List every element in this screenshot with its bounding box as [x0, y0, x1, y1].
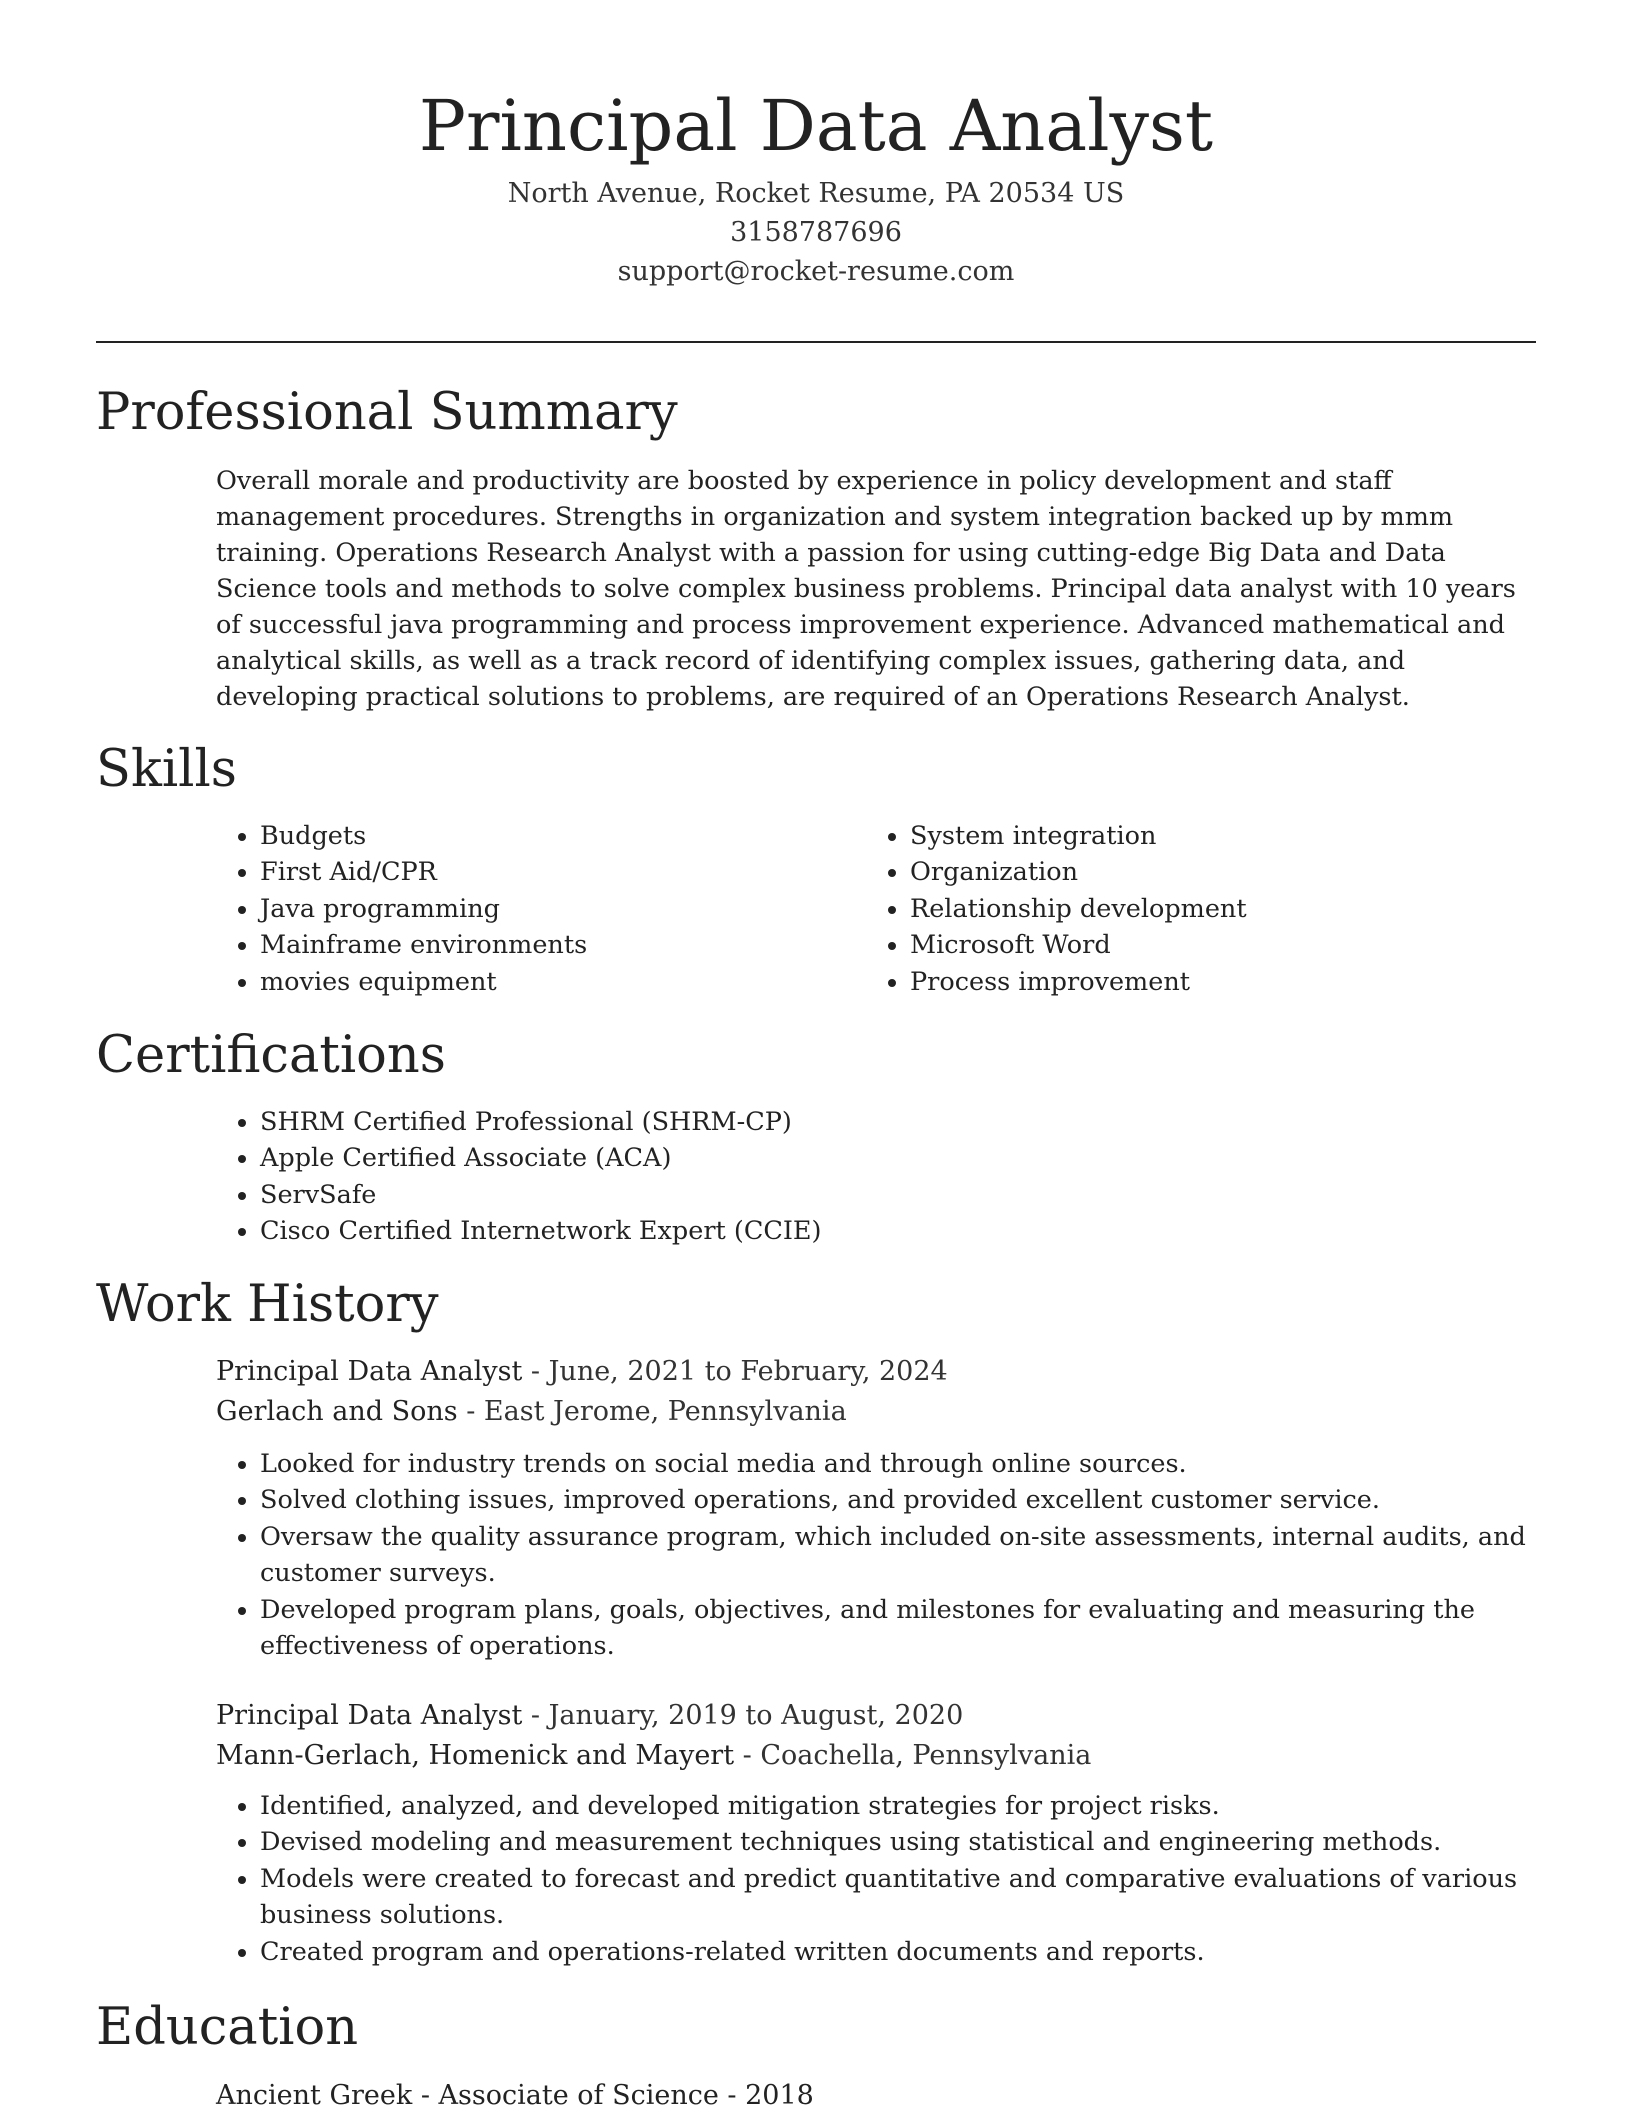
- skill-item: • Relationship development: [910, 891, 1550, 927]
- certification-item: • Cisco Certified Internetwork Expert (CCIE): [260, 1213, 1460, 1249]
- job-bullets: [216, 1446, 1580, 1664]
- job-title-line: [216, 1352, 1536, 1392]
- job-title-line: [216, 1696, 1536, 1736]
- job-company-line: [216, 1736, 1536, 1776]
- job-company: Mann-Gerlach, Homenick and Mayert: [216, 1740, 735, 1771]
- work-history-heading: Work History: [96, 1275, 439, 1334]
- job-dates: - June, 2021 to February, 2024: [522, 1356, 948, 1387]
- job-bullet: • Created program and operations-related written documents and reports.: [260, 1934, 1580, 1970]
- job-bullet: • Devised modeling and measurement techniques using statistical and engineering methods.: [260, 1824, 1580, 1860]
- contact-phone: 3158787696: [730, 217, 902, 248]
- job-bullet: • Identified, analyzed, and developed mitigation strategies for project risks.: [260, 1788, 1580, 1824]
- summary-text: Overall morale and productivity are boosted by experience in policy development and staff management procedures. Strengths in organization and system integration backed up by mmm training. Operations Research Analyst with a passion for using cutting-edge Big Data and Data Science tools and methods to solve complex business problems. Principal data analyst with 10 years of successful java programming and process improvement experience. Advanced mathematical and analytical skills, as well as a track record of identifying complex issues, gathering data, and developing practical solutions to problems, are required of an Operations Research Analyst.: [216, 466, 1516, 712]
- job-role: Principal Data Analyst: [216, 1700, 523, 1731]
- skill-item: • Mainframe environments: [260, 927, 860, 963]
- job-bullet: • Models were created to forecast and predict quantitative and comparative evaluations of various business solutions.: [260, 1861, 1580, 1934]
- certification-item: • SHRM Certified Professional (SHRM-CP): [260, 1104, 1460, 1140]
- job-company: Gerlach and Sons: [216, 1396, 458, 1427]
- job-bullet: • Looked for industry trends on social media and through online sources.: [260, 1446, 1580, 1482]
- job-location: - East Jerome, Pennsylvania: [457, 1396, 847, 1427]
- skills-heading: Skills: [96, 740, 237, 799]
- resume-name: Principal Data Analyst: [418, 85, 1214, 167]
- contact-email: support@rocket-resume.com: [617, 256, 1015, 287]
- job-role: Principal Data Analyst: [216, 1356, 523, 1387]
- job-bullet: • Oversaw the quality assurance program, which included on-site assessments, internal audits, and customer surveys.: [260, 1519, 1580, 1592]
- education-heading: Education: [96, 1998, 359, 2057]
- skill-item: • movies equipment: [260, 964, 860, 1000]
- job-bullet: • Developed program plans, goals, objectives, and milestones for evaluating and measuring the effectiveness of operations.: [260, 1592, 1580, 1665]
- job-bullet: • Solved clothing issues, improved operations, and provided excellent customer service.: [260, 1482, 1580, 1518]
- job-bullets: [216, 1788, 1580, 1970]
- job-dates: - January, 2019 to August, 2020: [522, 1700, 964, 1731]
- skill-item: • System integration: [910, 818, 1550, 854]
- skills-list-right: [866, 818, 1550, 1000]
- resume-header: [96, 78, 1536, 291]
- skill-item: • Microsoft Word: [910, 927, 1550, 963]
- certification-item: • ServSafe: [260, 1177, 1460, 1213]
- skill-item: • First Aid/CPR: [260, 854, 860, 890]
- job-company-line: [216, 1392, 1536, 1432]
- skill-item: • Organization: [910, 854, 1550, 890]
- education-entry: Ancient Greek - Associate of Science - 2018: [216, 2080, 814, 2111]
- skills-list-left: [216, 818, 860, 1000]
- skill-item: • Budgets: [260, 818, 860, 854]
- job-location: - Coachella, Pennsylvania: [734, 1740, 1092, 1771]
- header-divider: [96, 341, 1536, 343]
- contact-address: North Avenue, Rocket Resume, PA 20534 US: [507, 178, 1125, 209]
- summary-heading: Professional Summary: [96, 383, 678, 442]
- certifications-heading: Certifications: [96, 1026, 446, 1085]
- certifications-list: [216, 1104, 1460, 1250]
- skill-item: • Java programming: [260, 891, 860, 927]
- skill-item: • Process improvement: [910, 964, 1550, 1000]
- certification-item: • Apple Certified Associate (ACA): [260, 1140, 1460, 1176]
